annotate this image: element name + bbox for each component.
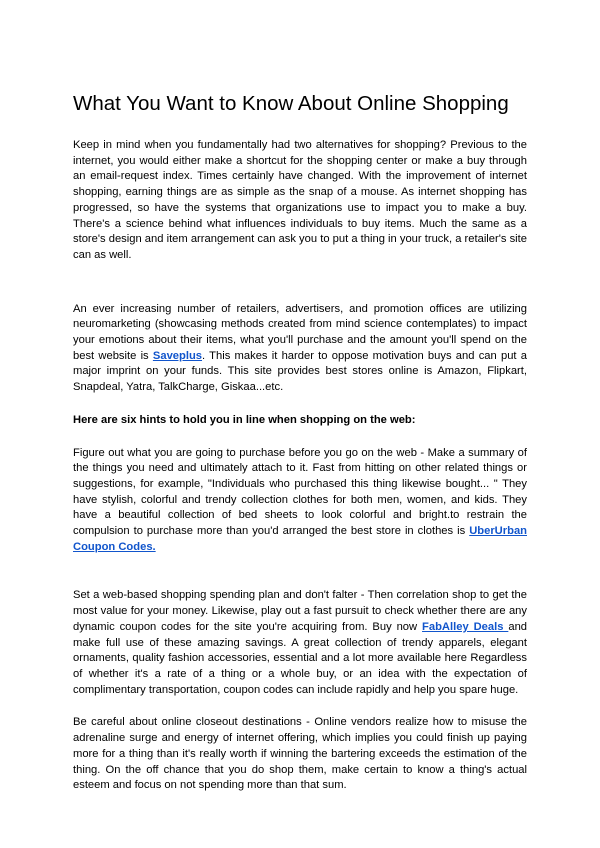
paragraph-neuromarketing: [73, 302, 527, 396]
document-title: What You Want to Know About Online Shopping: [73, 92, 509, 115]
paragraph-hint-purchase-text: Figure out what you are going to purchase before you go on the web - Make a summary of the things you need and ultimately attach to it. Fast from hitting on other related things or suggestions, for example, "Individuals who purchased this thing likewise bought... " They have stylish, colorful and trendy collection clothes for both men, women, and kids. They have a beautiful collection of bed sheets to look colorful and bright.to restrain the compulsion to purchase more than you'd arranged the best store in clothes is: [73, 446, 527, 538]
paragraph-hint-budget-text-before: Set a web-based shopping spending plan and don't falter - Then correlation shop to get the most value for your money. Likewise, play out a fast pursuit to check whether there are any dynamic coupon codes for the site you're acquiring from. Buy now: [73, 589, 527, 633]
paragraph-hint-budget-text-after: and make full use of these amazing savings. A great collection of trendy apparels, elegant ornaments, quality fashion accessories, essential and a lot more available here Regardless of whether it's a rate of a thing or a whole buy, or an idea with the expectation of complimentary transportation, coupon codes can include rapidly and help you spare huge.: [73, 620, 528, 696]
faballey-deals-link[interactable]: FabAlley Deals: [422, 620, 509, 633]
paragraph-intro: Keep in mind when you fundamentally had two alternatives for shopping? Previous to the internet, you would either make a shortcut for the shopping center or make a buy through an email-request index. Times certainly have changed. With the improvement of internet shopping, earning things are as simple as the snap of a mouse. As internet shopping has progressed, so have the systems that organizations use to impact you to make a buy. There's a science behind what influences individuals to buy items. Much the same as a store's design and item arrangement can ask you to put a thing in your truck, a retailer's site can as well.: [73, 139, 527, 261]
paragraph-hint-auctions: Be careful about online closeout destinations - Online vendors realize how to misuse the adrenaline surge and energy of internet offering, which implies you could finish up paying more for a thing than it's really worth if winning the bartering exceeds the estimation of the thing. On the off chance that you do shop them, make certain to know a thing's actual esteem and focus on not spending more than that sum.: [73, 716, 527, 792]
uberurban-coupon-codes-link[interactable]: UberUrban Coupon Codes.: [73, 525, 527, 553]
saveplus-link[interactable]: Saveplus: [152, 349, 203, 362]
paragraph-hint-purchase: [73, 446, 527, 556]
hints-subheading: Here are six hints to hold you in line when shopping on the web:: [73, 413, 416, 426]
paragraph-hint-budget: [73, 588, 527, 698]
paragraph-neuromarketing-text-after: . This makes it harder to oppose motivation buys and can put a major imprint on your funds. This site provides best stores online is Amazon, Flipkart, Snapdeal, Yatra, TalkCharge, Giskaa...etc.: [73, 349, 527, 394]
paragraph-neuromarketing-text-before: An ever increasing number of retailers, advertisers, and promotion offices are utilizing neuromarketing (showcasing methods created from mind science contemplates) to impact your emotions about their items, what you'll purchase and the amount you'll spend on the best website is: [73, 302, 527, 362]
